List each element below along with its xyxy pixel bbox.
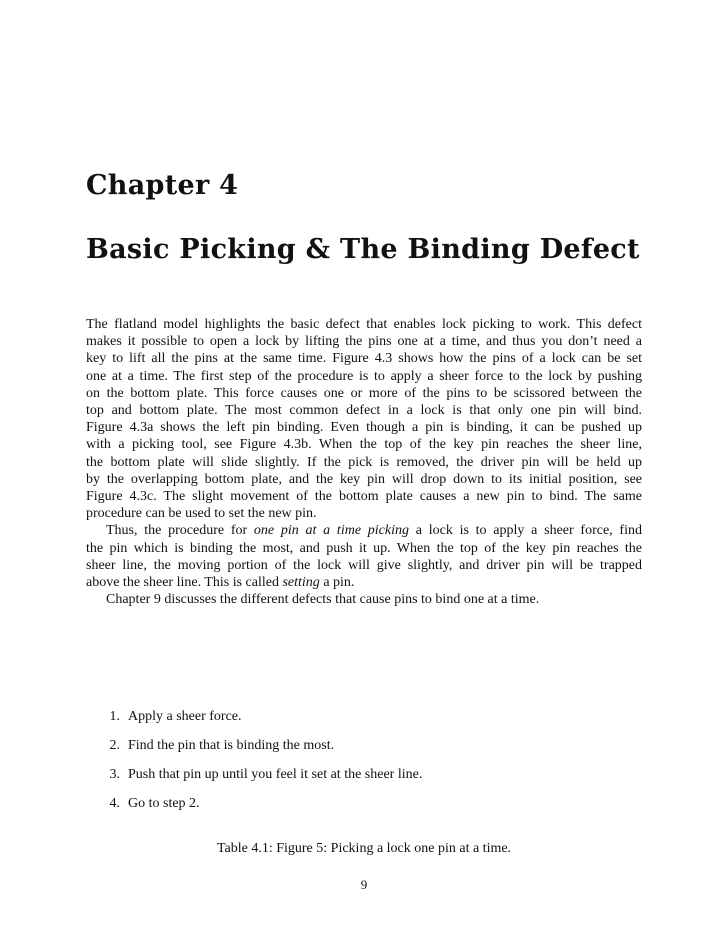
text-run: a lock is to apply a sheer force, find <box>409 523 642 539</box>
step-text: Push that pin up until you feel it set at the sheer line. <box>128 767 423 782</box>
text-line: Figure 4.3c. The slight movement of the bottom plate causes a new pin to bind. The same <box>86 489 642 505</box>
text-line: the pin which is binding the most, and push it up. When the top of the key pin reaches the <box>86 540 642 556</box>
table-caption: Table 4.1: Figure 5: Picking a lock one pin at a time. <box>216 841 512 856</box>
text-line: The flatland model highlights the basic defect that enables lock picking to work. This defect <box>86 317 642 332</box>
text-line: Figure 4.3a shows the left pin binding. Even though a pin is binding, it can be pushed up <box>86 420 642 436</box>
procedure-steps-list <box>100 708 422 824</box>
text-line: on the bottom plate. This force causes one or more of the pins to be scissored between the <box>86 385 642 401</box>
text-line: the bottom plate will slide slightly. If the pick is removed, the driver pin will be held up <box>86 454 642 470</box>
body-text <box>86 316 642 608</box>
paragraph-1 <box>86 316 642 522</box>
text-line: Chapter 9 discusses the different defects that cause pins to bind one at a time. <box>106 592 540 608</box>
step-number: 2. <box>109 738 120 753</box>
text-run: above the sheer line. This is called <box>86 575 283 591</box>
text-line: top and bottom plate. The most common defect in a lock is that only one pin will bind. <box>86 403 642 419</box>
list-item <box>100 795 422 824</box>
text-line <box>86 574 642 591</box>
text-line: by the overlapping bottom plate, and the key pin will drop down to its initial position, see <box>86 471 642 487</box>
document-page <box>86 0 642 942</box>
paragraph-2 <box>86 522 642 591</box>
text-run: Thus, the procedure for <box>106 523 254 539</box>
page-number: 9 <box>360 877 368 892</box>
text-line: makes it possible to open a lock by lifting the pins one at a time, and thus you don’t need a <box>86 334 642 350</box>
list-item <box>100 766 422 795</box>
chapter-label: Chapter 4 <box>86 170 239 201</box>
list-item <box>100 737 422 766</box>
text-line: sheer line, the moving portion of the lock will give slightly, and driver pin will be trapped <box>86 557 642 573</box>
step-text: Apply a sheer force. <box>128 709 242 724</box>
step-text: Go to step 2. <box>128 796 200 811</box>
emphasis-text: one pin at a time picking <box>253 523 409 539</box>
step-text: Find the pin that is binding the most. <box>128 738 335 753</box>
step-number: 1. <box>109 709 120 724</box>
step-number: 4. <box>109 796 120 811</box>
text-line: procedure can be used to set the new pin. <box>86 506 317 522</box>
step-number: 3. <box>109 767 120 782</box>
paragraph-3 <box>86 591 642 608</box>
text-line: with a picking tool, see Figure 4.3b. When the top of the key pin reaches the sheer line, <box>86 437 642 453</box>
text-line: one at a time. The first step of the procedure is to apply a sheer force to the lock by pushing <box>86 368 642 384</box>
list-item <box>100 708 422 737</box>
chapter-title: Basic Picking & The Binding Defect <box>86 234 640 265</box>
text-line: key to lift all the pins at the same time. Figure 4.3 shows how the pins of a lock can be set <box>86 351 642 367</box>
text-line <box>86 522 642 539</box>
text-run: a pin. <box>319 575 355 591</box>
emphasis-text: setting <box>282 575 320 591</box>
